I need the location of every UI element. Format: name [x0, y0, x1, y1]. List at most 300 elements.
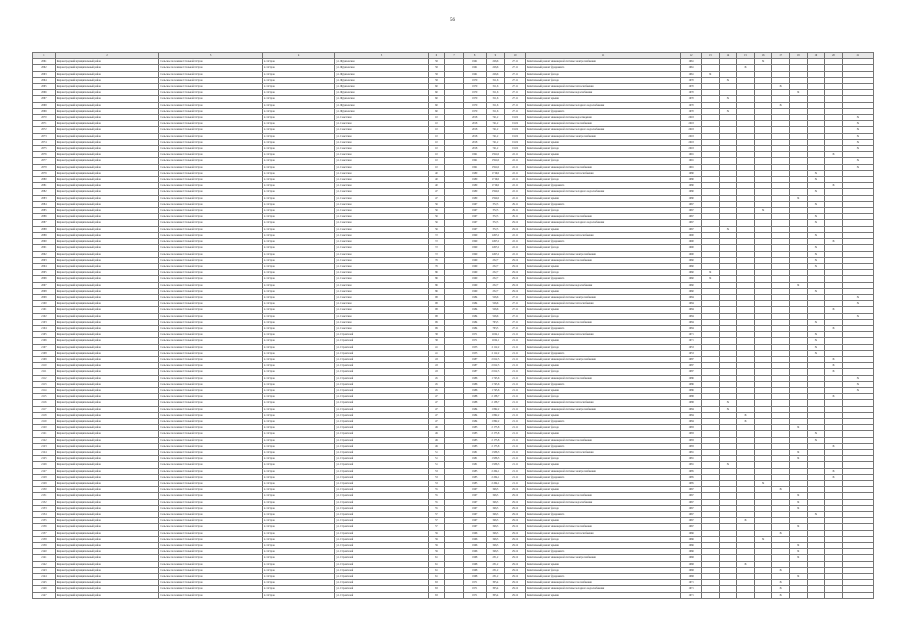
table-cell: X — [754, 536, 772, 542]
column-header: 16 — [754, 53, 772, 59]
table-cell: 2094 — [33, 263, 56, 269]
table-cell: 2105 — [33, 332, 56, 338]
table-cell: 29.12 — [505, 270, 526, 276]
table-cell: 1991 — [681, 158, 702, 164]
table-cell: 41 — [428, 344, 445, 350]
table-cell: 1981 — [463, 456, 486, 462]
table-cell: 1991 — [681, 164, 702, 170]
table-cell: Кировоградский муниципальный район — [55, 282, 159, 288]
table-cell: п. Остров — [262, 214, 335, 220]
table-cell: 1968 — [681, 567, 702, 573]
table-cell: ул. Строителей — [335, 431, 428, 437]
table-cell: 2102 — [33, 313, 56, 319]
table-cell: 55 — [428, 487, 445, 493]
table-cell: п. Остров — [262, 239, 335, 245]
table-cell: ул. Строителей — [335, 443, 428, 449]
table-cell: 1 862,2 — [486, 412, 505, 418]
table-cell: 1980 — [463, 177, 486, 183]
table-cell: Сельское поселение Стальной Остров — [159, 456, 263, 462]
table-cell: ул. Строителей — [335, 592, 428, 598]
table-cell: п. Остров — [262, 381, 335, 387]
table-cell: 29.12 — [505, 530, 526, 536]
table-cell: ул. Строителей — [335, 567, 428, 573]
table-cell: 1984 — [463, 412, 486, 418]
table-cell: 1985 — [681, 474, 702, 480]
table-cell: 1591,6 — [486, 158, 505, 164]
table-cell: 1981 — [681, 462, 702, 468]
table-cell: 1988 — [463, 400, 486, 406]
table-cell: Кировоградский муниципальный район — [55, 245, 159, 251]
table-cell: Кировоградский муниципальный район — [55, 108, 159, 114]
table-cell: Капитальный ремонт инженерной системы водоснабжения — [525, 282, 680, 288]
table-cell: Капитальный ремонт инженерной системы теплоснабжения — [525, 232, 680, 238]
table-cell: ул. Строителей — [335, 338, 428, 344]
table-cell: 741,2 — [486, 139, 505, 145]
table-cell: 252,7 — [486, 276, 505, 282]
table-cell: 21.11 — [505, 418, 526, 424]
table-cell: 1953 — [681, 344, 702, 350]
table-cell: Сельское поселение Стальной Остров — [159, 381, 263, 387]
table-cell: 1968 — [681, 574, 702, 580]
table-cell: 526,6 — [486, 294, 505, 300]
table-cell: X — [842, 294, 873, 300]
table-cell: X — [789, 282, 807, 288]
table-cell: Капитальный ремонт инженерной системы холодного водоснабжения — [525, 127, 680, 133]
table-cell: Сельское поселение Стальной Остров — [159, 189, 263, 195]
table-cell: 27.11 — [505, 59, 526, 65]
table-cell: 2 138,7 — [486, 400, 505, 406]
table-cell: Кировоградский муниципальный район — [55, 263, 159, 269]
table-cell: 372,5 — [486, 220, 505, 226]
table-cell: Капитальный ремонт фундамента — [525, 239, 680, 245]
table-cell: ул. Советская — [335, 251, 428, 257]
table-cell: Капитальный ремонт крыши — [525, 226, 680, 232]
table-cell: 10 — [428, 115, 445, 121]
table-cell: 2138 — [33, 536, 56, 542]
table-cell: Капитальный ремонт инженерной системы водоотведения — [525, 115, 680, 121]
table-cell: Сельское поселение Стальной Остров — [159, 313, 263, 319]
table-cell: 1497,2 — [486, 251, 505, 257]
table-cell: ул. Советская — [335, 239, 428, 245]
table-cell: п. Остров — [262, 518, 335, 524]
table-cell: Сельское поселение Стальной Остров — [159, 574, 263, 580]
table-cell: Капитальный ремонт фасада — [525, 208, 680, 214]
table-cell: Капитальный ремонт фасада — [525, 71, 680, 77]
table-cell: Кировоградский муниципальный район — [55, 257, 159, 263]
table-cell: X — [807, 170, 825, 176]
table-cell: 231,2 — [486, 555, 505, 561]
table-cell: X — [737, 412, 755, 418]
table-cell: 1967 — [681, 524, 702, 530]
table-cell: Сельское поселение Стальной Остров — [159, 84, 263, 90]
table-cell: 29.11 — [505, 214, 526, 220]
table-cell: п. Остров — [262, 356, 335, 362]
table-cell: 1988 — [463, 394, 486, 400]
table-cell: 1990 — [463, 245, 486, 251]
table-cell: п. Остров — [262, 406, 335, 412]
table-cell: п. Остров — [262, 59, 335, 65]
table-cell: Капитальный ремонт крыши — [525, 263, 680, 269]
table-cell: 741,2 — [486, 146, 505, 152]
table-cell: 252,7 — [486, 282, 505, 288]
table-cell: Кировоградский муниципальный район — [55, 431, 159, 437]
table-cell: ул. Фрунзенская — [335, 84, 428, 90]
table-cell: 27.11 — [505, 84, 526, 90]
table-cell: Сельское поселение Стальной Остров — [159, 567, 263, 573]
table-cell: 1984 — [463, 418, 486, 424]
table-cell: Кировоградский муниципальный район — [55, 77, 159, 83]
table-cell: Капитальный ремонт крыши — [525, 338, 680, 344]
table-cell: п. Остров — [262, 183, 335, 189]
table-cell: Капитальный ремонт фундамента — [525, 65, 680, 71]
table-cell: п. Остров — [262, 90, 335, 96]
table-cell: Сельское поселение Стальной Остров — [159, 158, 263, 164]
table-cell: Кировоградский муниципальный район — [55, 567, 159, 573]
column-header: 8 — [463, 53, 486, 59]
table-cell: Кировоградский муниципальный район — [55, 59, 159, 65]
table-cell: X — [772, 84, 790, 90]
table-cell: 21.11 — [505, 474, 526, 480]
table-cell: п. Остров — [262, 425, 335, 431]
table-cell: ул. Советская — [335, 276, 428, 282]
table-cell: 2 175,8 — [486, 437, 505, 443]
table-cell: X — [772, 567, 790, 573]
table-cell: Капитальный ремонт инженерной системы водоснабжения — [525, 90, 680, 96]
table-cell: 2071 — [33, 121, 56, 127]
table-cell: Кировоградский муниципальный район — [55, 574, 159, 580]
table-cell: 1980 — [681, 177, 702, 183]
table-cell: 21.11 — [505, 450, 526, 456]
table-cell: Сельское поселение Стальной Остров — [159, 239, 263, 245]
table-cell: Сельское поселение Стальной Остров — [159, 530, 263, 536]
table-cell: 1960 — [681, 282, 702, 288]
table-cell: 346,5 — [486, 505, 505, 511]
table-cell: п. Остров — [262, 580, 335, 586]
table-cell: п. Остров — [262, 574, 335, 580]
table-cell: 1967 — [681, 493, 702, 499]
table-cell: п. Остров — [262, 257, 335, 263]
table-cell: 252,7 — [486, 270, 505, 276]
table-cell: 1987 — [681, 363, 702, 369]
table-cell: Кировоградский муниципальный район — [55, 158, 159, 164]
table-cell: Сельское поселение Стальной Остров — [159, 201, 263, 207]
table-cell: 2091 — [33, 245, 56, 251]
table-cell: 1970 — [463, 84, 486, 90]
table-cell: 1967 — [681, 505, 702, 511]
table-cell: п. Остров — [262, 102, 335, 108]
table-cell: 1971 — [681, 332, 702, 338]
table-cell: X — [789, 425, 807, 431]
table-cell: Кировоградский муниципальный район — [55, 462, 159, 468]
table-cell: 252,7 — [486, 288, 505, 294]
table-cell: п. Остров — [262, 232, 335, 238]
table-cell: Капитальный ремонт инженерной системы газоснабжения — [525, 214, 680, 220]
table-cell: 2018 — [463, 133, 486, 139]
column-header: 12 — [681, 53, 702, 59]
table-cell: Капитальный ремонт инженерной системы электроснабжения — [525, 251, 680, 257]
table-cell: Кировоградский муниципальный район — [55, 332, 159, 338]
table-cell: 2070 — [33, 115, 56, 121]
table-cell: 29.12 — [505, 487, 526, 493]
table-cell: п. Остров — [262, 592, 335, 598]
table-cell: Капитальный ремонт фасада — [525, 567, 680, 573]
table-cell: 1970 — [463, 108, 486, 114]
table-cell: Капитальный ремонт крыши — [525, 387, 680, 393]
table-cell: 1497,2 — [486, 232, 505, 238]
table-cell: Кировоградский муниципальный район — [55, 518, 159, 524]
table-cell: 10 — [428, 164, 445, 170]
table-cell: 59 — [428, 536, 445, 542]
table-cell: 21.11 — [505, 481, 526, 487]
table-cell: Кировоградский муниципальный район — [55, 381, 159, 387]
table-cell: X — [772, 102, 790, 108]
table-cell: п. Остров — [262, 487, 335, 493]
table-cell: 2132 — [33, 499, 56, 505]
table-cell: 2018 — [463, 115, 486, 121]
table-cell: 27.11 — [505, 307, 526, 313]
table-cell: Капитальный ремонт фасада — [525, 158, 680, 164]
table-cell: 40 — [428, 183, 445, 189]
table-cell: Кировоградский муниципальный район — [55, 425, 159, 431]
data-table — [32, 52, 874, 599]
table-cell: X — [719, 108, 737, 114]
table-cell: 2147 — [33, 592, 56, 598]
table-cell: Кировоградский муниципальный район — [55, 307, 159, 313]
table-cell: 72 — [428, 232, 445, 238]
table-cell: 2095 — [33, 270, 56, 276]
table-cell: X — [701, 276, 719, 282]
table-cell: ул. Строителей — [335, 536, 428, 542]
table-cell: 2124 — [33, 450, 56, 456]
table-cell — [807, 592, 825, 598]
table-cell: 29.12 — [505, 257, 526, 263]
table-cell: 2 612,5 — [486, 369, 505, 375]
table-cell: Капитальный ремонт инженерной системы электроснабжения — [525, 59, 680, 65]
table-cell: Кировоградский муниципальный район — [55, 65, 159, 71]
table-cell: 741,2 — [486, 127, 505, 133]
table-cell: 10 — [428, 139, 445, 145]
table-cell: Сельское поселение Стальной Остров — [159, 307, 263, 313]
table-cell: п. Остров — [262, 344, 335, 350]
table-cell: п. Остров — [262, 561, 335, 567]
table-cell: п. Остров — [262, 84, 335, 90]
table-cell: Капитальный ремонт фасада — [525, 394, 680, 400]
table-cell: 10 — [428, 146, 445, 152]
table-cell: Кировоградский муниципальный район — [55, 208, 159, 214]
table-cell: Сельское поселение Стальной Остров — [159, 226, 263, 232]
table-cell: п. Остров — [262, 555, 335, 561]
table-cell: 305,4 — [486, 592, 505, 598]
table-cell: Кировоградский муниципальный район — [55, 487, 159, 493]
table-cell: 29.12 — [505, 574, 526, 580]
table-cell: п. Остров — [262, 282, 335, 288]
table-cell: Капитальный ремонт инженерной системы холодного водоснабжения — [525, 220, 680, 226]
table-cell: Сельское поселение Стальной Остров — [159, 369, 263, 375]
table-cell: 1980 — [681, 183, 702, 189]
table-cell: Сельское поселение Стальной Остров — [159, 108, 263, 114]
table-cell: 1967 — [463, 208, 486, 214]
table-cell: Капитальный ремонт инженерной системы электроснабжения — [525, 406, 680, 412]
table-cell: 1967 — [681, 487, 702, 493]
column-header: 19 — [807, 53, 825, 59]
table-cell: 2090 — [33, 239, 56, 245]
table-cell: 29.12 — [505, 555, 526, 561]
table-cell: 27.11 — [505, 313, 526, 319]
table-cell: 2121 — [33, 431, 56, 437]
table-cell: Сельское поселение Стальной Остров — [159, 512, 263, 518]
table-cell: X — [737, 518, 755, 524]
table-cell: ул. Советская — [335, 319, 428, 325]
table-cell: X — [789, 450, 807, 456]
table-cell: Кировоградский муниципальный район — [55, 201, 159, 207]
table-cell: ул. Строителей — [335, 375, 428, 381]
table-cell: 21.11 — [505, 431, 526, 437]
table-cell: 45 — [428, 381, 445, 387]
table-cell: Кировоградский муниципальный район — [55, 139, 159, 145]
table-cell: Капитальный ремонт крыши — [525, 288, 680, 294]
table-cell: Капитальный ремонт инженерной системы электроснабжения — [525, 356, 680, 362]
column-header: 9 — [486, 53, 505, 59]
table-cell: Капитальный ремонт фундамента — [525, 443, 680, 449]
table-cell: Сельское поселение Стальной Остров — [159, 220, 263, 226]
table-cell: 2087 — [33, 220, 56, 226]
table-cell: 49 — [428, 437, 445, 443]
table-cell: Сельское поселение Стальной Остров — [159, 282, 263, 288]
table-cell: ул. Советская — [335, 263, 428, 269]
table-cell: ул. Строителей — [335, 418, 428, 424]
table-cell: ул. Советская — [335, 245, 428, 251]
table-cell: 2018 — [681, 127, 702, 133]
table-cell: Капитальный ремонт фундамента — [525, 350, 680, 356]
table-cell: X — [825, 307, 843, 313]
table-cell: п. Остров — [262, 450, 335, 456]
table-cell: 1967 — [463, 487, 486, 493]
table-cell: 2069 — [33, 108, 56, 114]
table-cell: Капитальный ремонт крыши — [525, 195, 680, 201]
table-cell: Капитальный ремонт инженерной системы газоснабжения — [525, 257, 680, 263]
table-cell: X — [807, 338, 825, 344]
table-cell: 1981 — [681, 450, 702, 456]
table-cell: 56 — [428, 220, 445, 226]
table-cell: 60 — [428, 108, 445, 114]
table-cell: Кировоградский муниципальный район — [55, 325, 159, 331]
table-cell: 21.11 — [505, 406, 526, 412]
table-cell: ул. Советская — [335, 288, 428, 294]
table-cell: 98 — [428, 294, 445, 300]
table-cell: 22.11 — [505, 152, 526, 158]
table-cell: 2083 — [33, 195, 56, 201]
table-cell: Сельское поселение Стальной Остров — [159, 294, 263, 300]
table-cell: 2067 — [33, 96, 56, 102]
table-cell: 1961 — [681, 65, 702, 71]
table-cell: 2133 — [33, 505, 56, 511]
table-cell: Сельское поселение Стальной Остров — [159, 183, 263, 189]
table-cell: X — [825, 325, 843, 331]
table-cell: ул. Фрунзенская — [335, 71, 428, 77]
table-cell: п. Остров — [262, 270, 335, 276]
table-cell: ул. Советская — [335, 164, 428, 170]
table-cell: 1970 — [681, 102, 702, 108]
table-cell: X — [842, 146, 873, 152]
table-cell: Кировоградский муниципальный район — [55, 84, 159, 90]
column-header: 20 — [825, 53, 843, 59]
table-cell: 21.11 — [505, 468, 526, 474]
table-cell — [842, 592, 873, 598]
table-cell: 27.11 — [505, 77, 526, 83]
table-cell: 1497,2 — [486, 239, 505, 245]
table-cell: п. Остров — [262, 505, 335, 511]
table-cell: Кировоградский муниципальный район — [55, 437, 159, 443]
table-cell: 1971 — [463, 586, 486, 592]
table-cell: X — [789, 195, 807, 201]
table-cell: п. Остров — [262, 127, 335, 133]
table-cell: п. Остров — [262, 431, 335, 437]
table-cell: 29.12 — [505, 276, 526, 282]
table-cell: 1984 — [681, 294, 702, 300]
table-cell: 2096 — [33, 276, 56, 282]
table-cell: ул. Фрунзенская — [335, 90, 428, 96]
table-cell: X — [754, 59, 772, 65]
table-cell: 59 — [428, 543, 445, 549]
table-cell: X — [842, 313, 873, 319]
table-cell: 51 — [428, 456, 445, 462]
table-cell: ул. Советская — [335, 294, 428, 300]
table-cell: 2123 — [33, 443, 56, 449]
table-cell: 1988 — [681, 394, 702, 400]
table-cell: 1983 — [681, 437, 702, 443]
table-cell: Кировоградский муниципальный район — [55, 561, 159, 567]
table-cell: 55 — [428, 493, 445, 499]
table-cell: 2142 — [33, 561, 56, 567]
table-cell: 2111 — [33, 369, 56, 375]
table-cell: п. Остров — [262, 301, 335, 307]
column-header: 6 — [428, 53, 445, 59]
table-cell: ул. Строителей — [335, 524, 428, 530]
table-cell: 2128 — [33, 474, 56, 480]
table-cell: 1 862,2 — [486, 418, 505, 424]
table-cell: Кировоградский муниципальный район — [55, 387, 159, 393]
table-cell: X — [807, 214, 825, 220]
table-cell: 53 — [428, 474, 445, 480]
table-cell: 86 — [428, 276, 445, 282]
table-cell: ул. Строителей — [335, 499, 428, 505]
table-cell: 86 — [428, 288, 445, 294]
table-cell: 1967 — [463, 220, 486, 226]
table-cell: ул. Строителей — [335, 394, 428, 400]
table-cell: 1971 — [681, 586, 702, 592]
table-cell: 22.11 — [505, 232, 526, 238]
table-cell: Сельское поселение Стальной Остров — [159, 505, 263, 511]
table-cell: 1967 — [681, 512, 702, 518]
table-cell: X — [842, 115, 873, 121]
table-cell: X — [825, 356, 843, 362]
table-cell: 22.11 — [505, 195, 526, 201]
table-cell: п. Остров — [262, 375, 335, 381]
table-cell: 29.12 — [505, 586, 526, 592]
table-cell: Кировоградский муниципальный район — [55, 195, 159, 201]
table-cell: 29.12 — [505, 580, 526, 586]
table-cell: 1960 — [681, 263, 702, 269]
table-cell: 2106 — [33, 338, 56, 344]
table-cell: Кировоградский муниципальный район — [55, 524, 159, 530]
table-cell: 1591,6 — [486, 152, 505, 158]
table-cell: Кировоградский муниципальный район — [55, 512, 159, 518]
table-cell: 2145 — [33, 580, 56, 586]
table-cell: X — [807, 232, 825, 238]
table-cell: Сельское поселение Стальной Остров — [159, 170, 263, 176]
table-cell: 1716,6 — [486, 177, 505, 183]
table-cell: Сельское поселение Стальной Остров — [159, 152, 263, 158]
